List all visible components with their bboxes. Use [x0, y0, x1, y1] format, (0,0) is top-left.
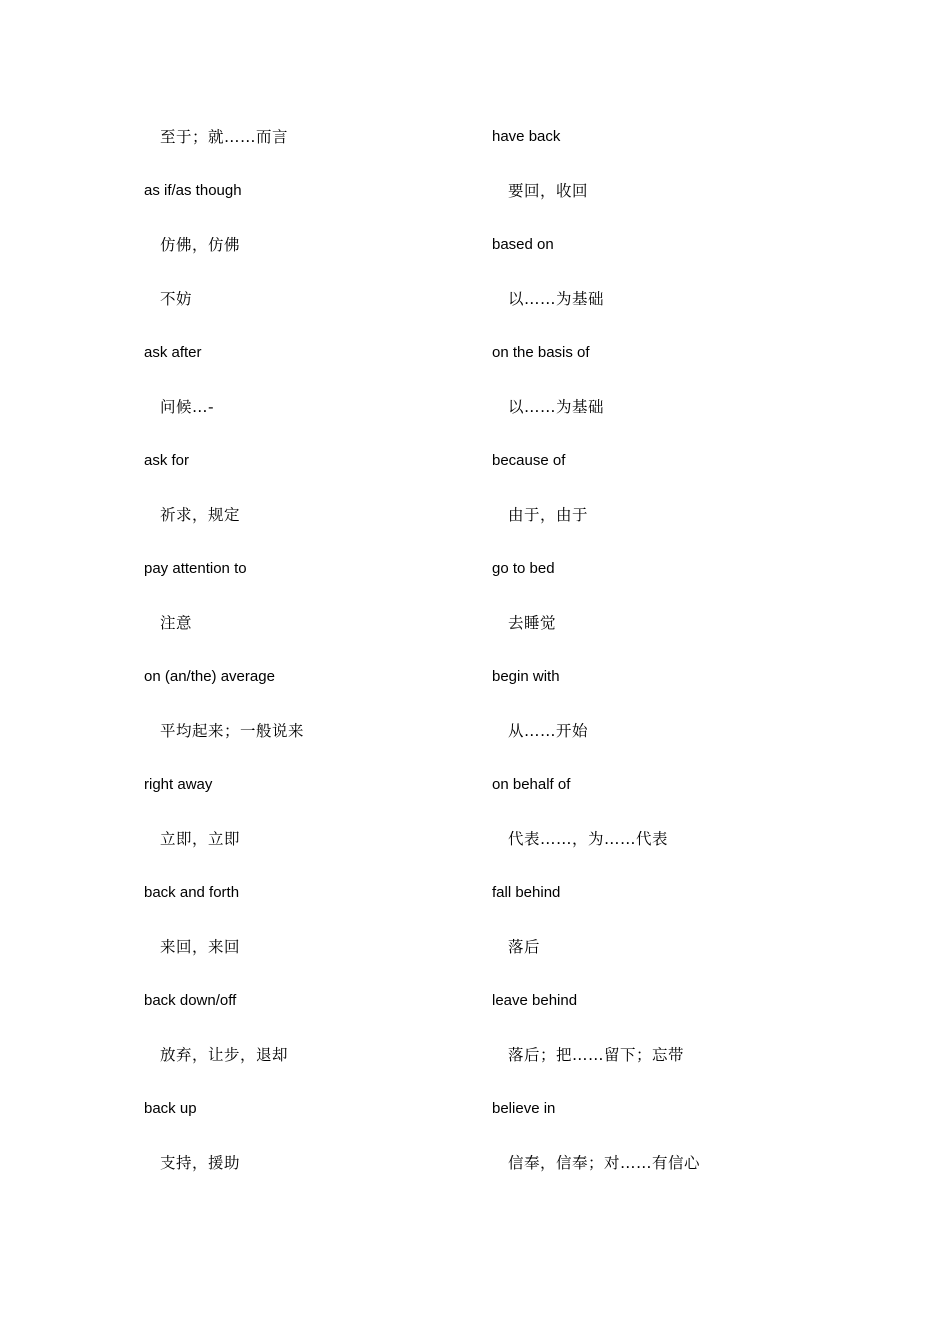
english-phrase: back down/off [144, 992, 237, 1009]
chinese-translation: 平均起来；一般说来 [160, 722, 305, 740]
chinese-translation: 落后；把……留下；忘带 [508, 1046, 685, 1064]
chinese-translation: 仿佛，仿佛 [160, 236, 241, 254]
english-phrase: on the basis of [492, 344, 590, 361]
english-phrase: go to bed [492, 560, 555, 577]
english-phrase: because of [492, 452, 566, 469]
english-phrase: pay attention to [144, 560, 247, 577]
chinese-translation: 注意 [160, 614, 193, 632]
chinese-translation: 立即，立即 [160, 830, 241, 848]
english-phrase: based on [492, 236, 554, 253]
english-phrase: right away [144, 776, 213, 793]
chinese-translation: 祈求，规定 [160, 506, 241, 524]
english-phrase: back up [144, 1100, 197, 1117]
english-phrase: fall behind [492, 884, 561, 901]
chinese-translation: 放弃，让步，退却 [160, 1046, 289, 1064]
chinese-translation: 由于，由于 [508, 506, 589, 524]
chinese-translation: 要回，收回 [508, 182, 589, 200]
english-phrase: believe in [492, 1100, 556, 1117]
english-phrase: ask after [144, 344, 202, 361]
english-phrase: leave behind [492, 992, 578, 1009]
left-column [144, 123, 474, 1203]
chinese-translation: 支持，援助 [160, 1154, 241, 1172]
chinese-translation: 不妨 [160, 290, 193, 308]
chinese-translation: 落后 [508, 938, 541, 956]
english-phrase: ask for [144, 452, 190, 469]
chinese-translation: 信奉，信奉；对……有信心 [508, 1154, 701, 1172]
chinese-translation: 代表……，为……代表 [508, 830, 669, 848]
chinese-translation: 问候…- [160, 398, 215, 416]
english-phrase: on (an/the) average [144, 668, 275, 685]
chinese-translation: 来回，来回 [160, 938, 241, 956]
english-phrase: have back [492, 128, 561, 145]
chinese-translation: 以……为基础 [508, 290, 605, 308]
english-phrase: begin with [492, 668, 560, 685]
chinese-translation: 以……为基础 [508, 398, 605, 416]
english-phrase: on behalf of [492, 776, 571, 793]
chinese-translation: 从……开始 [508, 722, 589, 740]
right-column [492, 123, 822, 1203]
chinese-translation: 至于；就……而言 [160, 128, 289, 146]
chinese-translation: 去睡觉 [508, 614, 557, 632]
english-phrase: back and forth [144, 884, 240, 901]
english-phrase: as if/as though [144, 182, 242, 199]
